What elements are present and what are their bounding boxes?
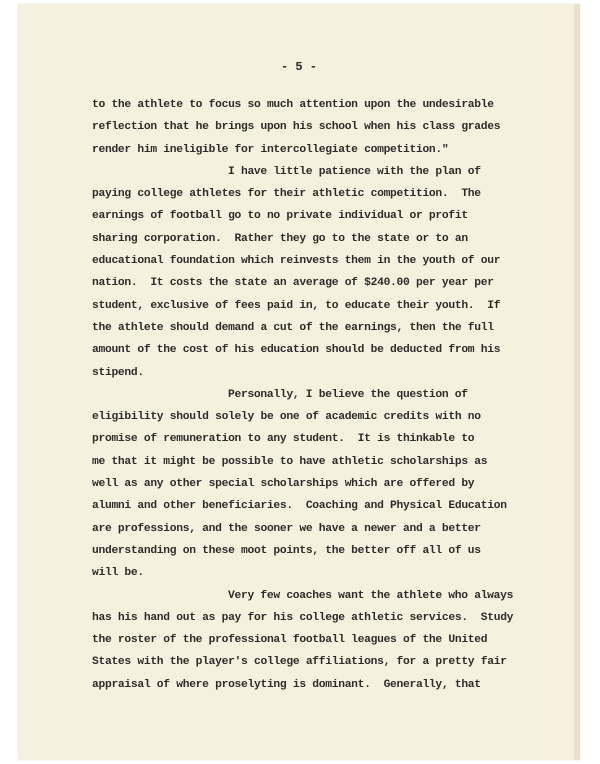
text-line: stipend. xyxy=(92,366,144,379)
paragraph-coaches xyxy=(92,585,532,696)
paragraph-continuation xyxy=(92,94,532,161)
text-line: will be. xyxy=(92,567,144,580)
paragraph-paying-athletes xyxy=(92,161,532,384)
document-page xyxy=(18,4,580,760)
text-line: to the athlete to focus so much attention upon the undesirable xyxy=(92,99,494,111)
text-line: Very few coaches want the athlete who always xyxy=(228,589,514,602)
text-line: well as any other special scholarships which are offered by xyxy=(92,478,475,491)
text-line: understanding on these moot points, the better off all of us xyxy=(92,544,481,557)
text-line: the roster of the professional football leagues of the United xyxy=(92,634,488,647)
text-line: eligibility should solely be one of academic credits with no xyxy=(92,411,481,424)
text-line: sharing corporation. Rather they go to the state or to an xyxy=(92,232,468,245)
text-line: educational foundation which reinvests them in the youth of our xyxy=(92,255,501,268)
text-line: nation. It costs the state an average of $240.00 per year per xyxy=(92,277,494,290)
text-line: paying college athletes for their athletic competition. The xyxy=(92,188,481,201)
text-line: amount of the cost of his education should be deducted from his xyxy=(92,344,501,357)
text-line: has his hand out as pay for his college athletic services. Study xyxy=(92,611,514,624)
paragraph-eligibility xyxy=(92,384,532,585)
text-line: alumni and other beneficiaries. Coaching and Physical Education xyxy=(92,500,507,513)
text-line: render him ineligible for intercollegiate competition." xyxy=(92,143,449,156)
text-line: earnings of football go to no private individual or profit xyxy=(92,210,468,223)
typed-text-body xyxy=(92,94,532,696)
text-line: Personally, I believe the question of xyxy=(228,388,468,401)
text-line: the athlete should demand a cut of the earnings, then the full xyxy=(92,321,494,334)
text-line: student, exclusive of fees paid in, to educate their youth. If xyxy=(92,299,501,312)
text-line: States with the player's college affiliations, for a pretty fair xyxy=(92,656,507,669)
text-line: reflection that he brings upon his school when his class grades xyxy=(92,121,501,134)
text-line: I have little patience with the plan of xyxy=(228,165,481,178)
text-line: me that it might be possible to have athletic scholarships as xyxy=(92,455,488,468)
text-line: promise of remuneration to any student. It is thinkable to xyxy=(92,433,475,446)
page-number: - 5 - xyxy=(280,60,317,74)
text-line: appraisal of where proselyting is dominant. Generally, that xyxy=(92,678,481,691)
text-line: are professions, and the sooner we have a newer and a better xyxy=(92,522,481,535)
page-edge-shadow xyxy=(574,4,580,760)
